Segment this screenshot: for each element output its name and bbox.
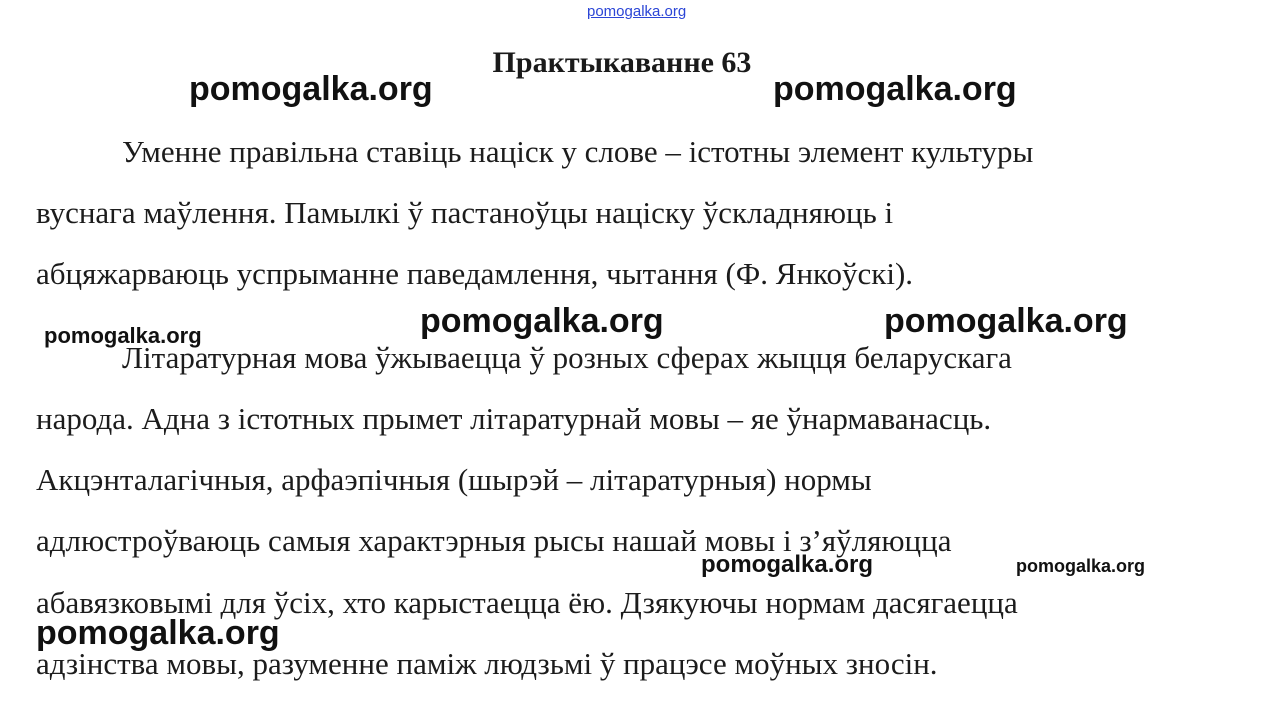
- watermark: pomogalka.org: [1016, 556, 1146, 576]
- text-line: адзінства мовы, разуменне паміж людзьмі ў працэсе моўных зносін.: [36, 646, 938, 681]
- text-line: абавязковымі для ўсіх, хто карыстаецца ёю. Дзякуючы нормам дасягаецца: [36, 585, 1018, 620]
- text-line: Акцэнталагічныя, арфаэпічныя (шырэй – літаратурныя) нормы: [36, 462, 872, 497]
- text-line: народа. Адна з істотных прымет літаратурнай мовы – яе ўнармаванасць.: [36, 401, 992, 436]
- watermark: pomogalka.org: [36, 614, 280, 652]
- text-line: Літаратурная мова ўжываецца ў розных сферах жыцця беларускага: [122, 340, 1012, 375]
- watermark: pomogalka.org: [420, 302, 664, 340]
- watermark: pomogalka.org: [884, 302, 1128, 340]
- watermark: pomogalka.org: [44, 323, 202, 348]
- watermark: pomogalka.org: [189, 70, 433, 108]
- watermark: pomogalka.org: [701, 551, 874, 578]
- exercise-title: Практыкаванне 63: [492, 46, 752, 79]
- text-line: адлюстроўваюць самыя характэрныя рысы нашай мовы і з’яўляюцца: [36, 523, 952, 558]
- text-line: абцяжарваюць успрыманне паведамлення, чытання (Ф. Янкоўскі).: [36, 256, 914, 291]
- text-line: вуснага маўлення. Памылкі ў пастаноўцы націску ўскладняюць і: [36, 195, 894, 230]
- watermark-link[interactable]: pomogalka.org: [587, 3, 687, 20]
- text-line: Уменне правільна ставіць націск у слове – істотны элемент культуры: [122, 134, 1034, 169]
- watermark: pomogalka.org: [773, 70, 1017, 108]
